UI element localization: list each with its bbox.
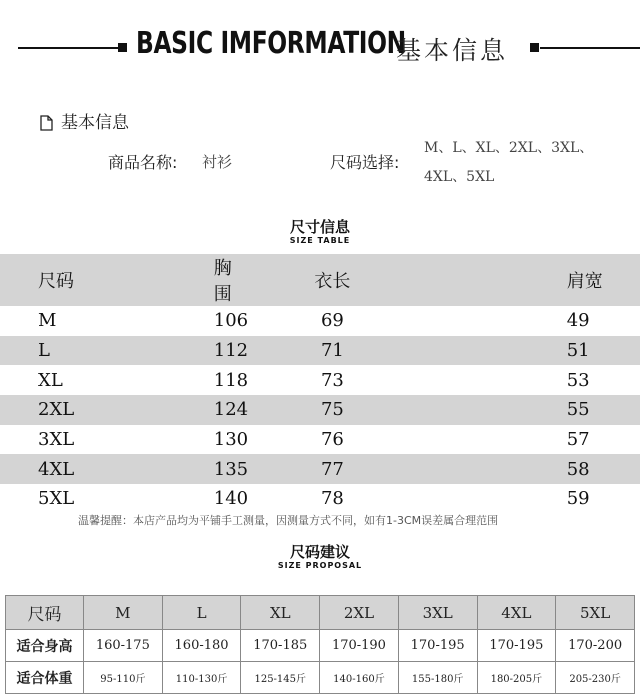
size-proposal-title-en: SIZE PROPOSAL <box>277 561 363 570</box>
size-table-header-row <box>0 254 640 306</box>
size-proposal-title-cn: 尺码建议 <box>289 543 350 561</box>
proposal-header-label: 尺码 <box>6 596 84 630</box>
table-cell-length: 76 <box>320 429 344 451</box>
table-cell-length: 78 <box>320 488 344 510</box>
header-square-left <box>118 43 127 52</box>
proposal-size: XL <box>241 596 320 630</box>
table-row <box>0 306 640 336</box>
proposal-header-row <box>6 596 635 630</box>
table-cell-shoulder: 58 <box>417 454 640 484</box>
table-cell-length: 73 <box>320 369 344 391</box>
size-choice-value-line2: 4XL、5XL <box>424 169 495 185</box>
table-row <box>0 425 640 455</box>
proposal-weight: 140-160斤 <box>320 662 399 694</box>
table-cell-chest: 140 <box>213 488 249 510</box>
table-cell-chest: 130 <box>213 429 249 451</box>
proposal-height-row <box>6 630 635 662</box>
header-divider-right <box>540 47 640 49</box>
table-row <box>0 395 640 425</box>
table-row <box>0 336 640 366</box>
table-row <box>0 484 640 514</box>
size-proposal-table <box>5 595 635 694</box>
proposal-height: 160-175 <box>84 630 163 662</box>
table-cell-shoulder: 53 <box>566 369 590 391</box>
proposal-weight: 205-230斤 <box>556 662 635 694</box>
proposal-weight: 110-130斤 <box>162 662 241 694</box>
proposal-size: L <box>162 596 241 630</box>
proposal-weight: 125-145斤 <box>241 662 320 694</box>
table-cell-size: 3XL <box>38 429 75 451</box>
proposal-height: 170-185 <box>241 630 320 662</box>
size-table-title-en: SIZE TABLE <box>289 236 351 245</box>
header-square-right <box>530 43 539 52</box>
proposal-height: 170-200 <box>556 630 635 662</box>
proposal-height: 160-180 <box>162 630 241 662</box>
measurement-note: 温馨提醒：本店产品均为平铺手工测量，因测量方式不同，如有1-3CM误差属合理范围 <box>78 514 499 527</box>
proposal-size: 5XL <box>556 596 635 630</box>
proposal-height-label: 适合身高 <box>6 630 84 662</box>
proposal-weight: 180-205斤 <box>477 662 556 694</box>
size-table-header-size: 尺码 <box>0 254 106 306</box>
table-cell-chest: 124 <box>106 395 248 425</box>
proposal-height: 170-195 <box>398 630 477 662</box>
table-cell-chest: 118 <box>213 369 249 391</box>
table-row <box>0 365 640 395</box>
proposal-size: 2XL <box>320 596 399 630</box>
table-cell-length: 71 <box>248 336 417 366</box>
proposal-weight-label: 适合体重 <box>6 662 84 694</box>
table-cell-length: 75 <box>248 395 417 425</box>
table-cell-length: 77 <box>248 454 417 484</box>
proposal-size: 3XL <box>398 596 477 630</box>
size-table-header-chest: 胸围 <box>106 254 248 306</box>
table-cell-size: 4XL <box>0 454 106 484</box>
proposal-weight-row <box>6 662 635 694</box>
proposal-size: M <box>84 596 163 630</box>
size-choice-label: 尺码选择: <box>330 153 400 172</box>
document-icon <box>40 115 53 136</box>
table-cell-shoulder: 55 <box>417 395 640 425</box>
product-name-value: 衬衫 <box>202 153 233 171</box>
table-cell-length: 69 <box>320 310 344 332</box>
size-table-title-cn: 尺寸信息 <box>289 218 350 236</box>
size-table-header-shoulder: 肩宽 <box>417 254 640 306</box>
table-cell-shoulder: 57 <box>566 429 590 451</box>
table-cell-size: M <box>38 310 57 332</box>
proposal-weight: 95-110斤 <box>84 662 163 694</box>
header-title-cn: 基本信息 <box>396 36 509 65</box>
table-cell-chest: 112 <box>106 336 248 366</box>
proposal-height: 170-195 <box>477 630 556 662</box>
table-cell-size: L <box>0 336 106 366</box>
page-header <box>0 26 640 70</box>
size-choice-value-line1: M、L、XL、2XL、3XL、 <box>424 140 594 156</box>
header-title-en: BASIC IMFORMATION <box>136 26 406 61</box>
basic-info-heading <box>40 108 129 136</box>
product-name-label: 商品名称: <box>108 153 178 172</box>
table-cell-shoulder: 49 <box>566 310 590 332</box>
header-divider-left <box>18 47 118 49</box>
table-row <box>0 454 640 484</box>
table-cell-size: 5XL <box>38 488 75 510</box>
size-table <box>0 254 640 514</box>
proposal-size: 4XL <box>477 596 556 630</box>
table-cell-shoulder: 51 <box>417 336 640 366</box>
table-cell-chest: 106 <box>213 310 249 332</box>
size-table-header-length: 衣长 <box>248 254 417 306</box>
table-cell-shoulder: 59 <box>566 488 590 510</box>
table-cell-size: 2XL <box>0 395 106 425</box>
basic-info-heading-text: 基本信息 <box>61 113 129 133</box>
proposal-height: 170-190 <box>320 630 399 662</box>
table-cell-chest: 135 <box>106 454 248 484</box>
table-cell-size: XL <box>38 369 63 391</box>
proposal-weight: 155-180斤 <box>398 662 477 694</box>
